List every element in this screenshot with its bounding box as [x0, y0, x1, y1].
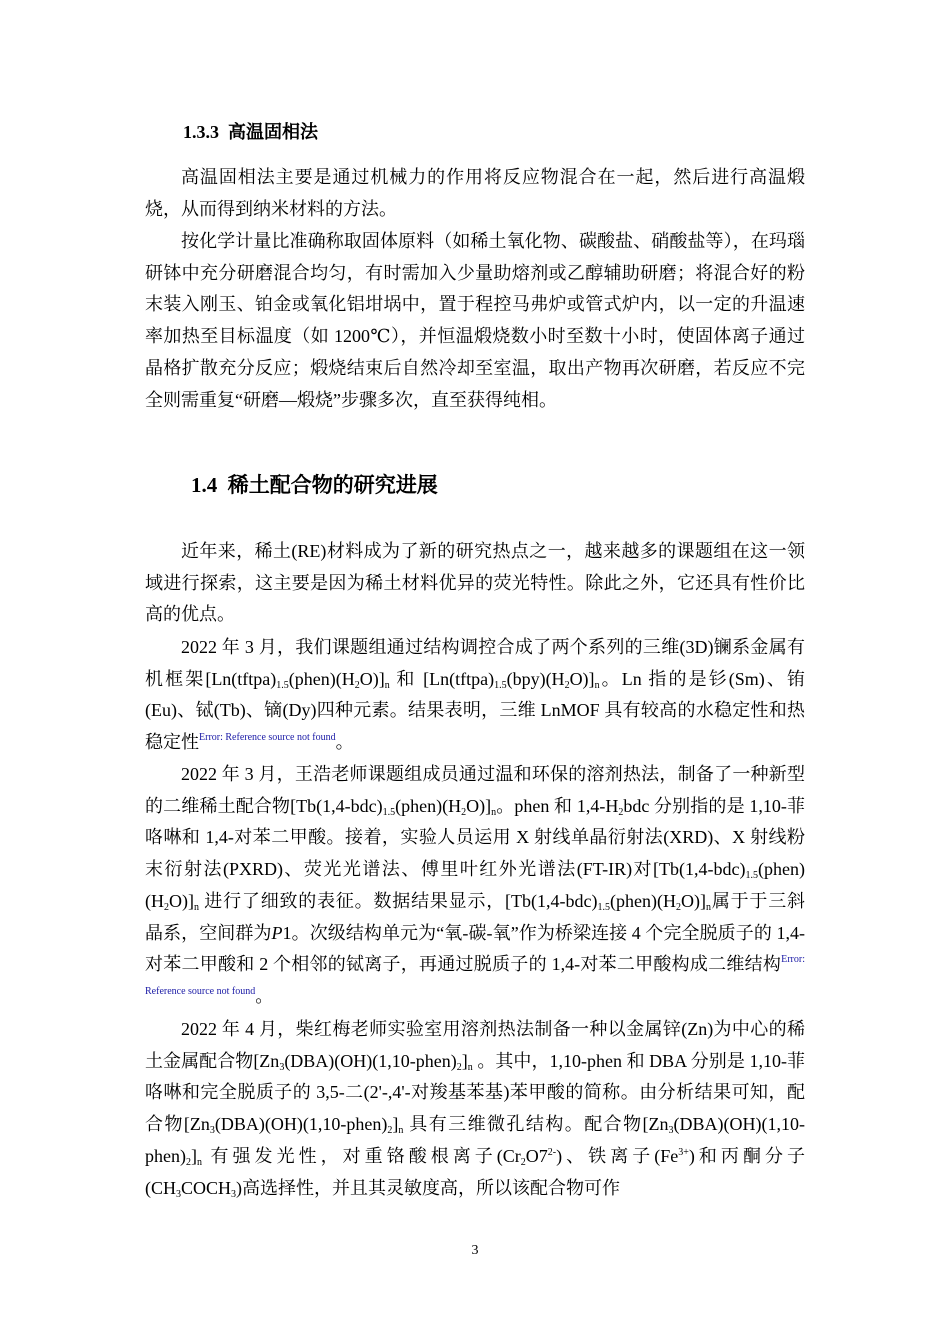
paragraph-ln-mof: 2022 年 3 月，我们课题组通过结构调控合成了两个系列的三维(3D)镧系金属有机框架$[Ln(tftpa)_{1.5}(phen)(H_2O)]_n$ 和 $[Ln(tftpa)_{1.5}(bpy)(H_2O)]_n$。Ln 指的是钐(Sm)、铕(Eu)、铽(Tb)、镝(Dy)四种元素。结果表明，三维 LnMOF 具有较高的水稳定性和热稳定性$^{Error: Reference source not found}$。: [145, 637, 806, 753]
paragraph-tb-complex: 2022 年 3 月，王浩老师课题组成员通过温和环保的溶剂热法，制备了一种新型的二维稀土配合物$[Tb(1,4-bdc)_{1.5}(phen)(H_2O)]_n$。phen 和 $1,4-H_2bdc$ 分别指的是 1,10-菲咯啉和 1,4-对苯二甲酸。接着，实验人员运用 X 射线单晶衍射法(XRD)、X 射线粉末衍射法(PXRD)、荧光光谱法、傅里叶红外光谱法(FT-IR)对$[Tb(1,4-bdc)_{1.5}(phen)(H_2O)]_n$ 进行了细致的表征。数据结果显示，$[Tb(1,4-bdc)_{1.5}(phen)(H_2O)]_n$属于于三斜晶系，空间群为P1。次级结构单元为“氧-碳-氧”作为桥梁连接 4 个完全脱质子的 1,4-对苯二甲酸和 2 个相邻的铽离子，再通过脱质子的 1,4-对苯二甲酸构成二维结构$^{Error: Reference source not found}$。: [145, 764, 806, 1006]
section-title: 稀土配合物的研究进展: [227, 473, 438, 497]
paragraph-zn-complex: 2022 年 4 月，柴红梅老师实验室用溶剂热法制备一种以金属锌(Zn)为中心的稀土金属配合物$[Zn_3(DBA)(OH)(1,10-phen)_2]_n$ 。其中，1,10-phen 和 DBA 分别是 1,10-菲咯啉和完全脱质子的 3,5-二(2'-,4'-对羧基苯基)苯甲酸的简称。由分析结果可知，配合物$[Zn_3(DBA)(OH)(1,10-phen)_2]_n$ 具有三维微孔结构。配合物$[Zn_3(DBA)(OH)(1,10-phen)_2]_n$ 有强发光性，对重铬酸根离子$(Cr_2O7^{2-})$、铁离子$(Fe^{3+})$和丙酮分子$(CH_3COCH_3)$高选择性，并且其灵敏度高，所以该配合物可作: [145, 1019, 805, 1200]
reference-error: Error: Reference source not found: [145, 954, 805, 997]
section-number: 1.3.3: [183, 122, 219, 142]
section-title: 高温固相法: [228, 122, 318, 142]
section-heading-1-3-3: [183, 119, 318, 145]
paragraph-rare-earth-intro: 近年来，稀土(RE)材料成为了新的研究热点之一，越来越多的课题组在这一领域进行探索，这主要是因为稀土材料优异的荧光特性。除此之外，它还具有性价比高的优点。: [145, 541, 805, 625]
reference-error: Error: Reference source not found: [199, 732, 336, 744]
paragraph-solid-state-intro: 高温固相法主要是通过机械力的作用将反应物混合在一起，然后进行高温煅烧，从而得到纳米材料的方法。: [145, 167, 805, 219]
paragraph-solid-state-procedure: 按化学计量比准确称取固体原料（如稀土氧化物、碳酸盐、硝酸盐等），在玛瑙研钵中充分研磨混合均匀，有时需加入少量助熔剂或乙醇辅助研磨；将混合好的粉末装入刚玉、铂金或氧化铝坩埚中，置于程控马弗炉或管式炉内，以一定的升温速率加热至目标温度（如 1200℃），并恒温煅烧数小时至数十小时，使固体离子通过晶格扩散充分反应；煅烧结束后自然冷却至室温，取出产物再次研磨，若反应不完全则需重复“研磨—煅烧”步骤多次，直至获得纯相。: [145, 231, 805, 410]
section-number: 1.4: [191, 473, 218, 497]
page-number: 3: [471, 1243, 479, 1258]
section-heading-1-4: [191, 470, 438, 500]
